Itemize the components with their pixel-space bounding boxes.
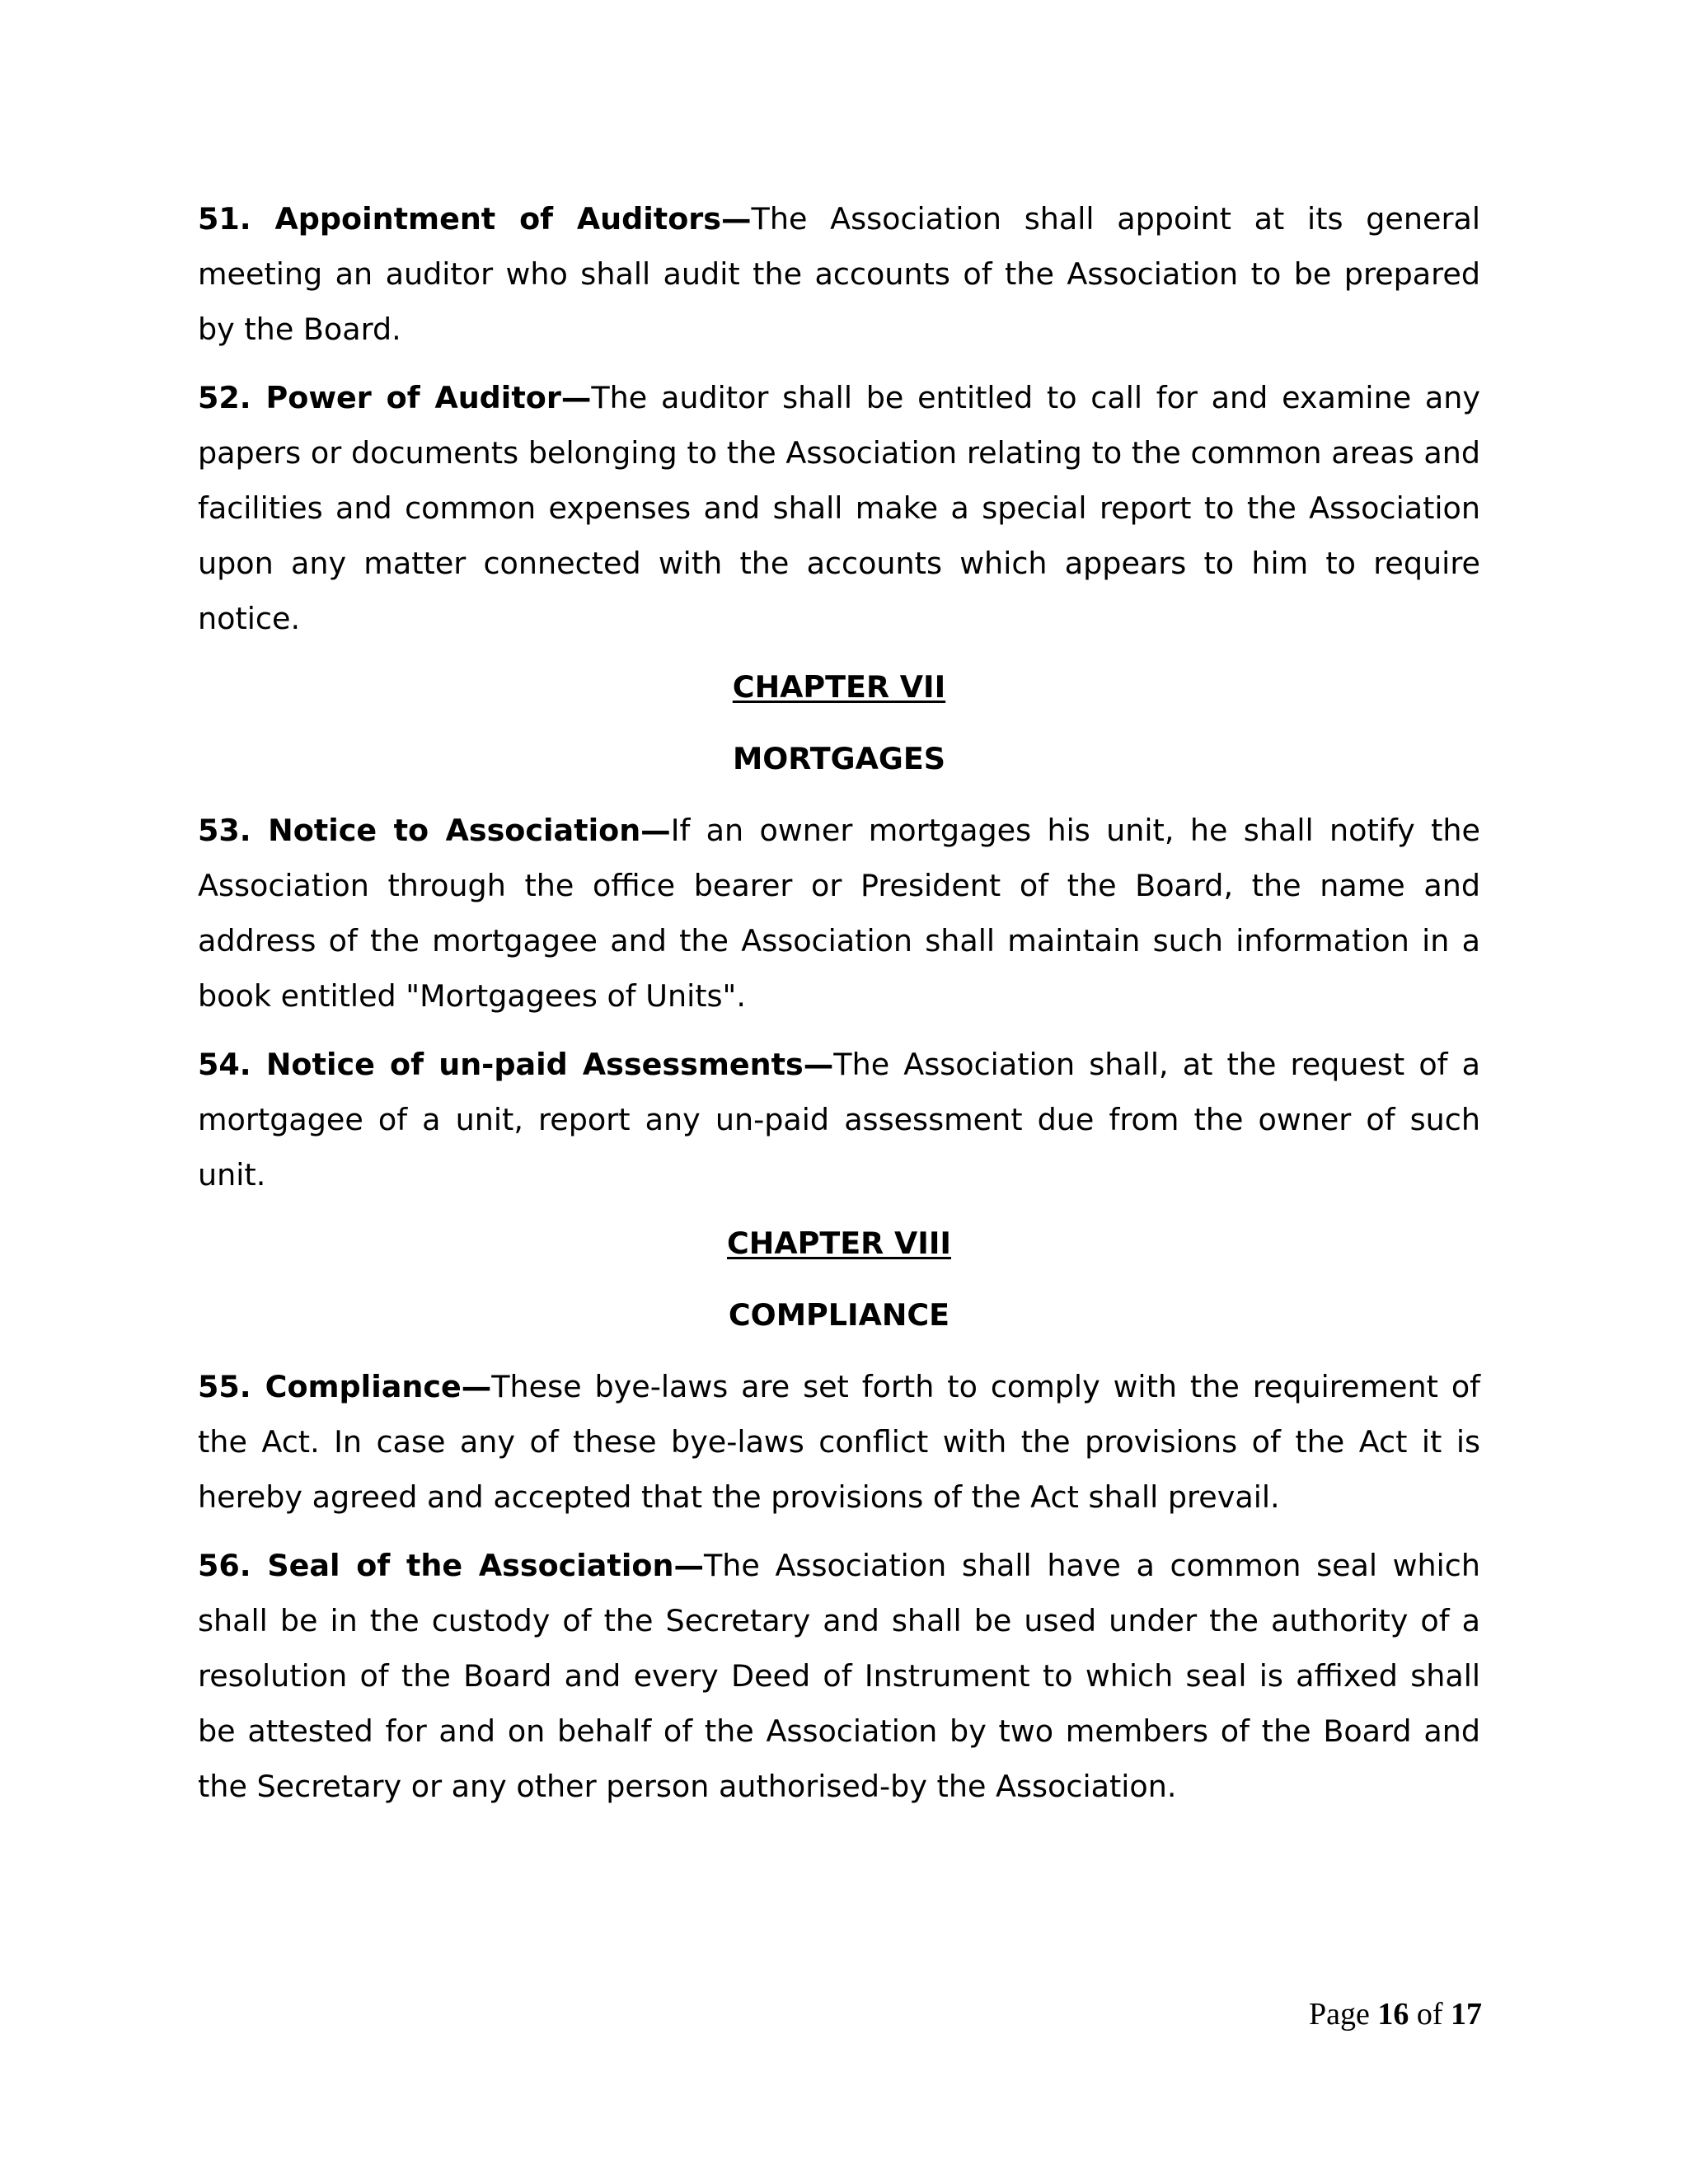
section-title: 51. Appointment of Auditors— — [198, 201, 752, 237]
section-text: The auditor shall be entitled to call for and examine any papers or documents belonging to the Association relating to the common areas and facilities and common expenses and shall make a special report to the Association upon any matter connected with the accounts which appears to him to require notice. — [198, 380, 1480, 636]
section-title: 55. Compliance— — [198, 1369, 492, 1404]
section-54 — [198, 1037, 1480, 1202]
section-text: The Association shall appoint at its general meeting an auditor who shall audit the accounts of the Association to be prepared by the Board. — [198, 201, 1480, 347]
chapter-vii-title: MORTGAGES — [732, 741, 946, 776]
section-title: 54. Notice of un-paid Assessments— — [198, 1047, 834, 1082]
section-53 — [198, 803, 1480, 1024]
section-title: 52. Power of Auditor— — [198, 380, 592, 415]
section-title: 53. Notice to Association— — [198, 813, 671, 848]
page-total: 17 — [1451, 1997, 1482, 2032]
section-55 — [198, 1359, 1480, 1525]
section-51 — [198, 191, 1480, 357]
of-word: of — [1416, 1997, 1443, 2032]
section-text: These bye-laws are set forth to comply with the requirement of the Act. In case any of these bye-laws conflict with the provisions of the Act it is hereby agreed and accepted that the provisions of the Act shall prevail. — [198, 1369, 1481, 1515]
section-text: The Association shall have a common seal which shall be in the custody of the Secretary and shall be used under the authority of a resolution of the Board and every Deed of Instrument to which seal is affixed shall be attested for and on behalf of the Association by two members of the Board and the Secretary or any other person authorised-by the Association. — [198, 1548, 1480, 1804]
chapter-viii-title: COMPLIANCE — [728, 1297, 950, 1333]
section-text: The Association shall, at the request of a mortgagee of a unit, report any un-paid assessment due from the owner of such unit. — [198, 1047, 1480, 1193]
section-text: If an owner mortgages his unit, he shall notify the Association through the office bearer or President of the Board, the name and address of the mortgagee and the Association shall maintain such information in a book entitled "Mortgagees of Units". — [198, 813, 1480, 1014]
document-body — [198, 191, 1480, 1827]
section-56 — [198, 1538, 1480, 1814]
page-footer — [1309, 1996, 1482, 2032]
chapter-viii-label: CHAPTER VIII — [727, 1226, 951, 1261]
section-52 — [198, 370, 1480, 646]
section-title: 56. Seal of the Association— — [198, 1548, 704, 1583]
chapter-vii-label: CHAPTER VII — [732, 669, 946, 705]
page-word: Page — [1308, 1997, 1370, 2032]
page-current: 16 — [1377, 1997, 1409, 2032]
